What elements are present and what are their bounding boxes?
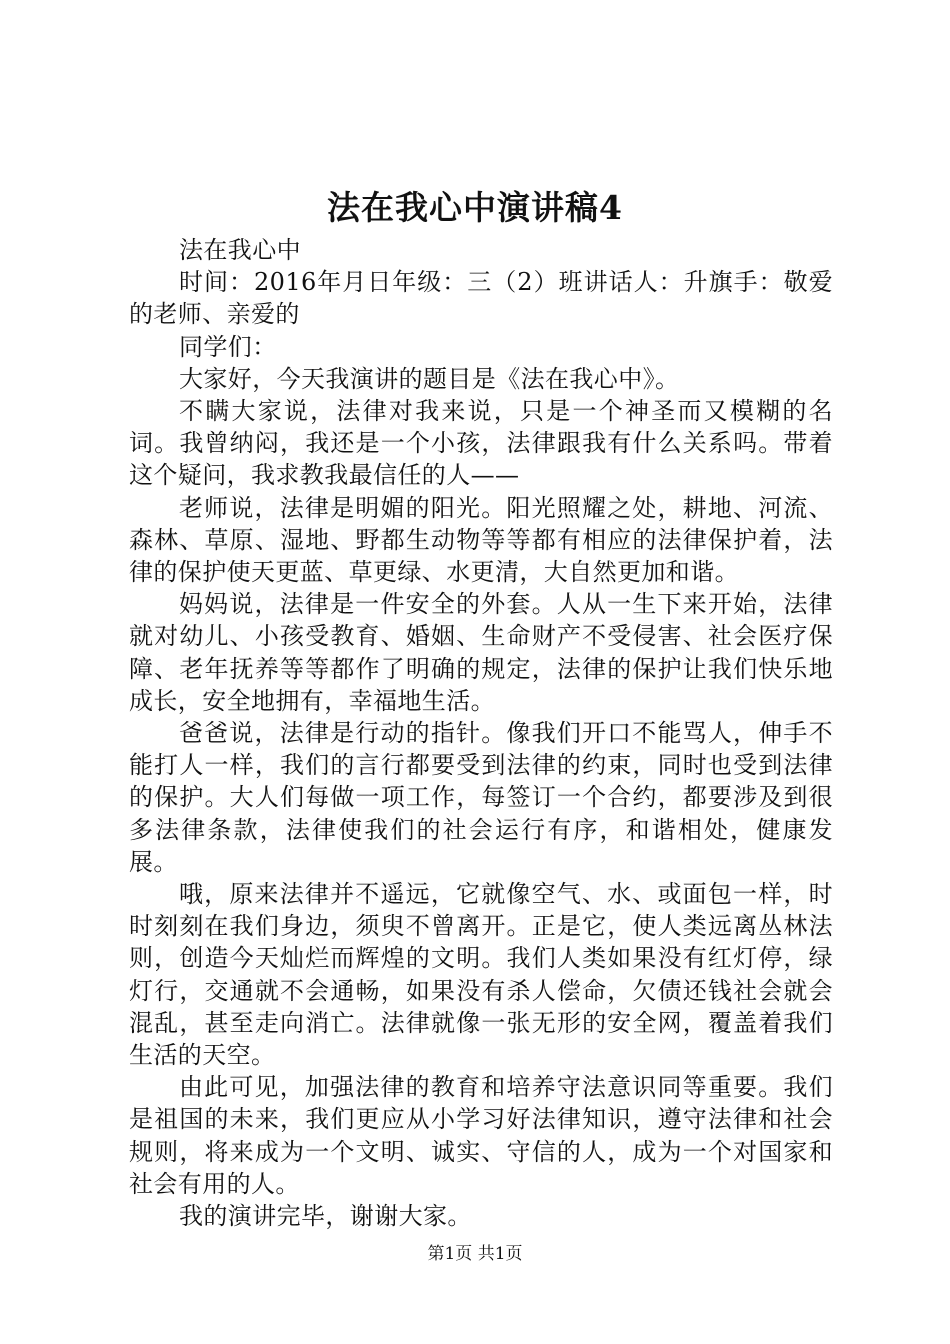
paragraph-teacher: 老师说，法律是明媚的阳光。阳光照耀之处，耕地、河流、森林、草原、湿地、野都生动物等等都有相应的法律保护着，法律的保护使天更蓝、草更绿、水更清，大自然更加和谐。 [129,493,833,587]
paragraph-mother: 妈妈说，法律是一件安全的外套。人从一生下来开始，法律就对幼儿、小孩受教育、婚姻、生命财产不受侵害、社会医疗保障、老年抚养等等都作了明确的规定，法律的保护让我们快乐地成长，安全地拥有，幸福地生活。 [129,590,833,715]
paragraph-question: 不瞒大家说，法律对我来说，只是一个神圣而又模糊的名词。我曾纳闷，我还是一个小孩，法律跟我有什么关系吗。带着这个疑问，我求教我最信任的人—— [129,397,833,490]
paragraph-conclusion: 由此可见，加强法律的教育和培养守法意识同等重要。我们是祖国的未来，我们更应从小学习好法律知识，遵守法律和社会规则，将来成为一个文明、诚实、守信的人，成为一个对国家和社会有用的人。 [129,1073,833,1198]
paragraph-father: 爸爸说，法律是行动的指针。像我们开口不能骂人，伸手不能打人一样，我们的言行都要受到法律的约束，同时也受到法律的保护。大人们每做一项工作，每签订一个合约，都要涉及到很多法律条款，法律使我们的社会运行有序，和谐相处，健康发展。 [129,719,833,876]
paragraph-closing: 我的演讲完毕，谢谢大家。 [179,1202,472,1231]
paragraph-heading: 法在我心中 [179,236,301,264]
paragraph-intro: 大家好，今天我演讲的题目是《法在我心中》。 [179,364,680,393]
document-body [129,234,833,1232]
paragraph-meta: 时间：2016年月日年级：三（2）班讲话人：升旗手：敬爱的老师、亲爱的 [129,268,833,329]
paragraph-reflection: 哦，原来法律并不遥远，它就像空气、水、或面包一样，时时刻刻在我们身边，须臾不曾离开。正是它，使人类远离丛林法则，创造今天灿烂而辉煌的文明。我们人类如果没有红灯停，绿灯行，交通就不会通畅，如果没有杀人偿命，欠债还钱社会就会混乱，甚至走向消亡。法律就像一张无形的安全网，覆盖着我们生活的天空。 [129,880,833,1070]
paragraph-greeting: 同学们： [179,332,277,361]
document-title: 法在我心中演讲稿4 [327,188,623,227]
page-footer: 第1页 共1页 [427,1244,523,1264]
